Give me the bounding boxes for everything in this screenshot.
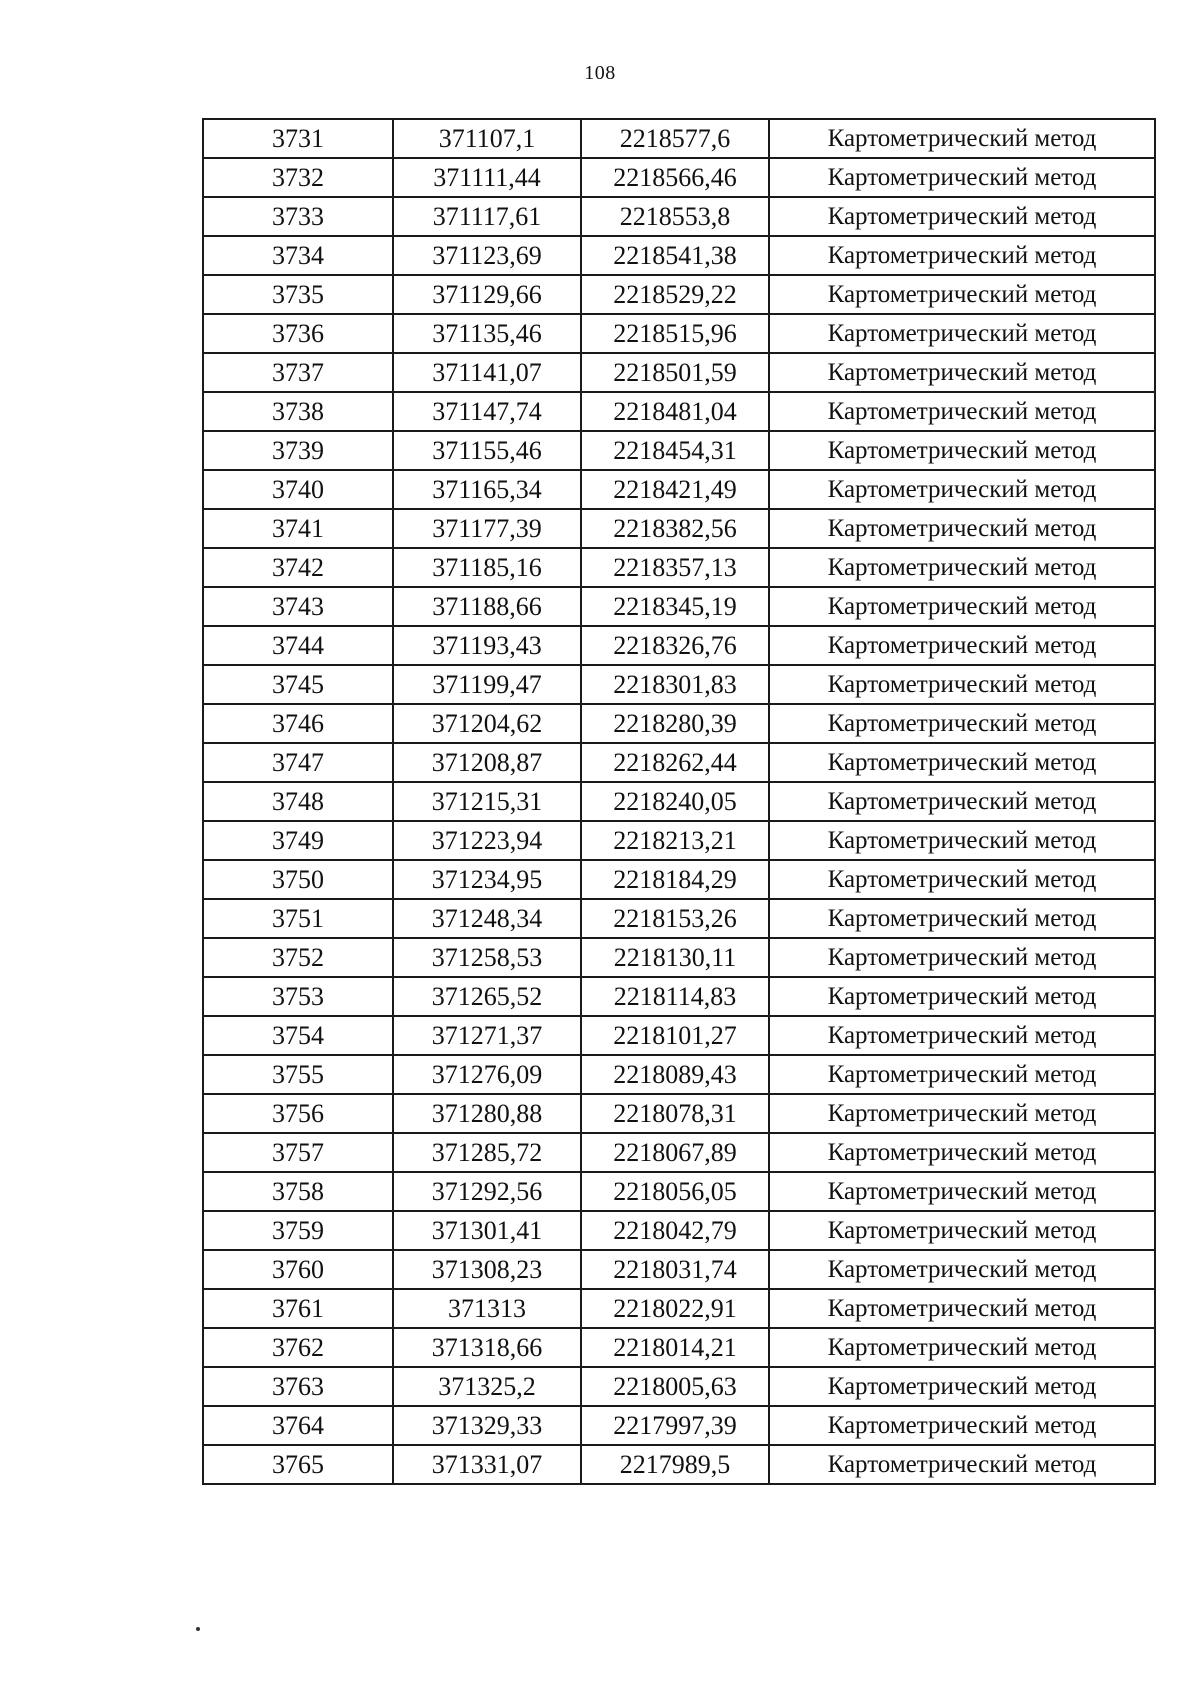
method-cell: Картометрический метод xyxy=(769,821,1155,860)
method-cell: Картометрический метод xyxy=(769,626,1155,665)
point-number-cell: 3756 xyxy=(203,1094,393,1133)
y-coordinate-cell: 2218541,38 xyxy=(581,236,769,275)
point-number-cell: 3731 xyxy=(203,119,393,158)
method-cell: Картометрический метод xyxy=(769,1406,1155,1445)
method-cell: Картометрический метод xyxy=(769,353,1155,392)
table-row xyxy=(203,1172,1155,1211)
method-cell: Картометрический метод xyxy=(769,1211,1155,1250)
table-row xyxy=(203,1250,1155,1289)
x-coordinate-cell: 371331,07 xyxy=(393,1445,581,1484)
x-coordinate-cell: 371280,88 xyxy=(393,1094,581,1133)
point-number-cell: 3743 xyxy=(203,587,393,626)
y-coordinate-cell: 2218454,31 xyxy=(581,431,769,470)
x-coordinate-cell: 371301,41 xyxy=(393,1211,581,1250)
point-number-cell: 3764 xyxy=(203,1406,393,1445)
method-cell: Картометрический метод xyxy=(769,158,1155,197)
x-coordinate-cell: 371265,52 xyxy=(393,977,581,1016)
x-coordinate-cell: 371135,46 xyxy=(393,314,581,353)
method-cell: Картометрический метод xyxy=(769,899,1155,938)
table-row xyxy=(203,821,1155,860)
x-coordinate-cell: 371276,09 xyxy=(393,1055,581,1094)
table-row xyxy=(203,119,1155,158)
method-cell: Картометрический метод xyxy=(769,977,1155,1016)
table-row xyxy=(203,860,1155,899)
table-body xyxy=(203,119,1155,1484)
x-coordinate-cell: 371165,34 xyxy=(393,470,581,509)
y-coordinate-cell: 2218184,29 xyxy=(581,860,769,899)
method-cell: Картометрический метод xyxy=(769,587,1155,626)
method-cell: Картометрический метод xyxy=(769,1172,1155,1211)
y-coordinate-cell: 2218022,91 xyxy=(581,1289,769,1328)
table-row xyxy=(203,1289,1155,1328)
scan-speck xyxy=(196,1627,200,1631)
method-cell: Картометрический метод xyxy=(769,1250,1155,1289)
table-row xyxy=(203,938,1155,977)
y-coordinate-cell: 2218382,56 xyxy=(581,509,769,548)
y-coordinate-cell: 2218153,26 xyxy=(581,899,769,938)
point-number-cell: 3752 xyxy=(203,938,393,977)
x-coordinate-cell: 371325,2 xyxy=(393,1367,581,1406)
y-coordinate-cell: 2218067,89 xyxy=(581,1133,769,1172)
table-row xyxy=(203,1055,1155,1094)
table-row xyxy=(203,665,1155,704)
point-number-cell: 3733 xyxy=(203,197,393,236)
y-coordinate-cell: 2218101,27 xyxy=(581,1016,769,1055)
y-coordinate-cell: 2218301,83 xyxy=(581,665,769,704)
method-cell: Картометрический метод xyxy=(769,314,1155,353)
method-cell: Картометрический метод xyxy=(769,1016,1155,1055)
method-cell: Картометрический метод xyxy=(769,782,1155,821)
x-coordinate-cell: 371215,31 xyxy=(393,782,581,821)
table-row xyxy=(203,1016,1155,1055)
table-row xyxy=(203,1328,1155,1367)
x-coordinate-cell: 371185,16 xyxy=(393,548,581,587)
y-coordinate-cell: 2218213,21 xyxy=(581,821,769,860)
x-coordinate-cell: 371204,62 xyxy=(393,704,581,743)
y-coordinate-cell: 2218515,96 xyxy=(581,314,769,353)
point-number-cell: 3762 xyxy=(203,1328,393,1367)
method-cell: Картометрический метод xyxy=(769,548,1155,587)
point-number-cell: 3746 xyxy=(203,704,393,743)
method-cell: Картометрический метод xyxy=(769,197,1155,236)
y-coordinate-cell: 2218262,44 xyxy=(581,743,769,782)
table-row xyxy=(203,1133,1155,1172)
method-cell: Картометрический метод xyxy=(769,938,1155,977)
table-row xyxy=(203,548,1155,587)
point-number-cell: 3757 xyxy=(203,1133,393,1172)
method-cell: Картометрический метод xyxy=(769,119,1155,158)
y-coordinate-cell: 2218130,11 xyxy=(581,938,769,977)
x-coordinate-cell: 371111,44 xyxy=(393,158,581,197)
x-coordinate-cell: 371129,66 xyxy=(393,275,581,314)
point-number-cell: 3744 xyxy=(203,626,393,665)
y-coordinate-cell: 2218031,74 xyxy=(581,1250,769,1289)
coordinates-table-container xyxy=(202,118,1154,1485)
y-coordinate-cell: 2218421,49 xyxy=(581,470,769,509)
method-cell: Картометрический метод xyxy=(769,1328,1155,1367)
y-coordinate-cell: 2218345,19 xyxy=(581,587,769,626)
method-cell: Картометрический метод xyxy=(769,236,1155,275)
table-row xyxy=(203,587,1155,626)
method-cell: Картометрический метод xyxy=(769,1133,1155,1172)
table-row xyxy=(203,431,1155,470)
y-coordinate-cell: 2218577,6 xyxy=(581,119,769,158)
point-number-cell: 3754 xyxy=(203,1016,393,1055)
method-cell: Картометрический метод xyxy=(769,470,1155,509)
y-coordinate-cell: 2218553,8 xyxy=(581,197,769,236)
x-coordinate-cell: 371308,23 xyxy=(393,1250,581,1289)
point-number-cell: 3741 xyxy=(203,509,393,548)
x-coordinate-cell: 371193,43 xyxy=(393,626,581,665)
table-row xyxy=(203,1094,1155,1133)
coordinates-table xyxy=(202,118,1156,1485)
point-number-cell: 3748 xyxy=(203,782,393,821)
table-row xyxy=(203,353,1155,392)
point-number-cell: 3761 xyxy=(203,1289,393,1328)
method-cell: Картометрический метод xyxy=(769,392,1155,431)
table-row xyxy=(203,626,1155,665)
table-row xyxy=(203,1445,1155,1484)
point-number-cell: 3734 xyxy=(203,236,393,275)
x-coordinate-cell: 371258,53 xyxy=(393,938,581,977)
point-number-cell: 3763 xyxy=(203,1367,393,1406)
y-coordinate-cell: 2218280,39 xyxy=(581,704,769,743)
x-coordinate-cell: 371141,07 xyxy=(393,353,581,392)
x-coordinate-cell: 371123,69 xyxy=(393,236,581,275)
table-row xyxy=(203,392,1155,431)
x-coordinate-cell: 371147,74 xyxy=(393,392,581,431)
x-coordinate-cell: 371329,33 xyxy=(393,1406,581,1445)
y-coordinate-cell: 2218240,05 xyxy=(581,782,769,821)
table-row xyxy=(203,197,1155,236)
point-number-cell: 3751 xyxy=(203,899,393,938)
table-row xyxy=(203,236,1155,275)
point-number-cell: 3738 xyxy=(203,392,393,431)
y-coordinate-cell: 2218566,46 xyxy=(581,158,769,197)
y-coordinate-cell: 2218501,59 xyxy=(581,353,769,392)
table-row xyxy=(203,314,1155,353)
point-number-cell: 3753 xyxy=(203,977,393,1016)
method-cell: Картометрический метод xyxy=(769,743,1155,782)
point-number-cell: 3758 xyxy=(203,1172,393,1211)
x-coordinate-cell: 371208,87 xyxy=(393,743,581,782)
method-cell: Картометрический метод xyxy=(769,1445,1155,1484)
x-coordinate-cell: 371117,61 xyxy=(393,197,581,236)
x-coordinate-cell: 371188,66 xyxy=(393,587,581,626)
method-cell: Картометрический метод xyxy=(769,860,1155,899)
method-cell: Картометрический метод xyxy=(769,1367,1155,1406)
y-coordinate-cell: 2218078,31 xyxy=(581,1094,769,1133)
point-number-cell: 3759 xyxy=(203,1211,393,1250)
table-row xyxy=(203,782,1155,821)
y-coordinate-cell: 2217989,5 xyxy=(581,1445,769,1484)
y-coordinate-cell: 2217997,39 xyxy=(581,1406,769,1445)
point-number-cell: 3742 xyxy=(203,548,393,587)
x-coordinate-cell: 371318,66 xyxy=(393,1328,581,1367)
table-row xyxy=(203,158,1155,197)
y-coordinate-cell: 2218357,13 xyxy=(581,548,769,587)
y-coordinate-cell: 2218114,83 xyxy=(581,977,769,1016)
point-number-cell: 3749 xyxy=(203,821,393,860)
point-number-cell: 3747 xyxy=(203,743,393,782)
x-coordinate-cell: 371285,72 xyxy=(393,1133,581,1172)
method-cell: Картометрический метод xyxy=(769,1055,1155,1094)
point-number-cell: 3736 xyxy=(203,314,393,353)
table-row xyxy=(203,899,1155,938)
point-number-cell: 3755 xyxy=(203,1055,393,1094)
table-row xyxy=(203,509,1155,548)
x-coordinate-cell: 371271,37 xyxy=(393,1016,581,1055)
point-number-cell: 3765 xyxy=(203,1445,393,1484)
x-coordinate-cell: 371199,47 xyxy=(393,665,581,704)
point-number-cell: 3737 xyxy=(203,353,393,392)
x-coordinate-cell: 371107,1 xyxy=(393,119,581,158)
y-coordinate-cell: 2218014,21 xyxy=(581,1328,769,1367)
y-coordinate-cell: 2218056,05 xyxy=(581,1172,769,1211)
table-row xyxy=(203,1211,1155,1250)
y-coordinate-cell: 2218529,22 xyxy=(581,275,769,314)
y-coordinate-cell: 2218326,76 xyxy=(581,626,769,665)
x-coordinate-cell: 371155,46 xyxy=(393,431,581,470)
method-cell: Картометрический метод xyxy=(769,275,1155,314)
table-row xyxy=(203,275,1155,314)
table-row xyxy=(203,743,1155,782)
method-cell: Картометрический метод xyxy=(769,431,1155,470)
point-number-cell: 3732 xyxy=(203,158,393,197)
table-row xyxy=(203,470,1155,509)
method-cell: Картометрический метод xyxy=(769,509,1155,548)
table-row xyxy=(203,977,1155,1016)
x-coordinate-cell: 371313 xyxy=(393,1289,581,1328)
table-row xyxy=(203,1406,1155,1445)
y-coordinate-cell: 2218005,63 xyxy=(581,1367,769,1406)
page-number: 108 xyxy=(584,62,616,84)
y-coordinate-cell: 2218089,43 xyxy=(581,1055,769,1094)
method-cell: Картометрический метод xyxy=(769,665,1155,704)
method-cell: Картометрический метод xyxy=(769,1289,1155,1328)
method-cell: Картометрический метод xyxy=(769,704,1155,743)
table-row xyxy=(203,704,1155,743)
point-number-cell: 3740 xyxy=(203,470,393,509)
point-number-cell: 3735 xyxy=(203,275,393,314)
x-coordinate-cell: 371177,39 xyxy=(393,509,581,548)
x-coordinate-cell: 371292,56 xyxy=(393,1172,581,1211)
method-cell: Картометрический метод xyxy=(769,1094,1155,1133)
table-row xyxy=(203,1367,1155,1406)
point-number-cell: 3745 xyxy=(203,665,393,704)
x-coordinate-cell: 371234,95 xyxy=(393,860,581,899)
y-coordinate-cell: 2218481,04 xyxy=(581,392,769,431)
y-coordinate-cell: 2218042,79 xyxy=(581,1211,769,1250)
point-number-cell: 3760 xyxy=(203,1250,393,1289)
point-number-cell: 3750 xyxy=(203,860,393,899)
x-coordinate-cell: 371223,94 xyxy=(393,821,581,860)
x-coordinate-cell: 371248,34 xyxy=(393,899,581,938)
point-number-cell: 3739 xyxy=(203,431,393,470)
